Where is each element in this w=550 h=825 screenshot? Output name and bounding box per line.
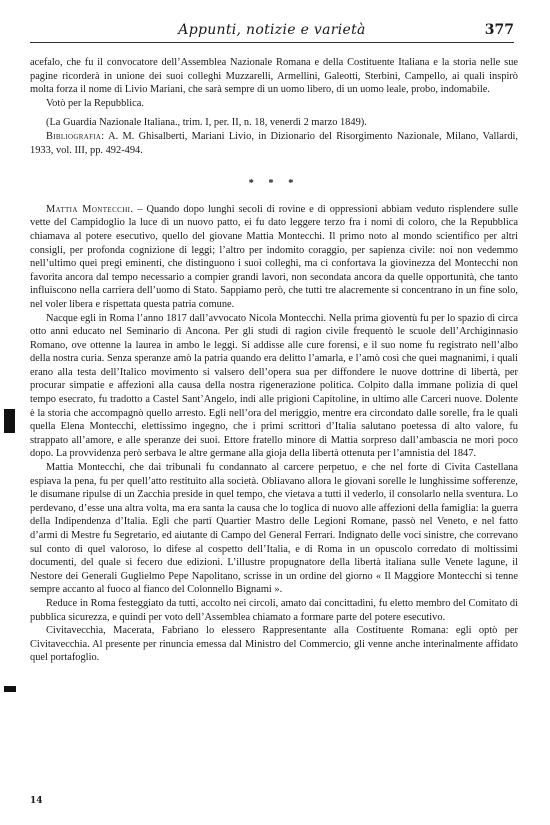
signature-number: 14 xyxy=(30,796,43,806)
citation-text: (La Guardia Nazionale Italiana., trim. I, per. II, n. 18, venerdì 2 marzo 1849). xyxy=(46,117,367,129)
page-number: 377 xyxy=(484,22,514,38)
paragraph-birth: Nacque egli in Roma l’anno 1817 dall’avvocato Nicola Montecchi. Nella prima gioventù fu per lo spazio di circa otto anni educato nel Seminario di Ancona. Per gli studi di ragion civile frequentò le scuole dell’Archiginnasio Romano, ove ottenne la laurea in ambo le leggi. Si addisse alle cure forensi, e il suo nome fu registrato nell’albo della nostra curia. Senza speranze amò la patria quando era delitto l’amarla, e l’amò così che quei magnanimi, i quali erano alla testa dell’Italico movimento si valsero dell’opera sua per diffondere le nuove dottrine di libertà, per procurar simpatie e affezioni alla causa della nostra rigenerazione politica. Colpito dalla immane polizia di quel tempo esecrato, fu tradotto a Castel Sant’Angelo, indi alle prigioni Capitoline, in ultimo alle Carceri nuove. Dolente è la storia che accompagnò quello arresto. Egli nell’ora del meriggio, mentre era circondato dalle sorelle, fra le quali quella Elena Montecchi, elettissimo ingegno, che i primi scrittori d’Italia salutano poetessa di alto valore, fu strappato all’amore, e alle speranze dei suoi. Ettore fratello minore di Mattia sorpreso dall’ambascia ne morì poco dopo. La provvidenza però serbava le altre germane alla gioja della libertà ottenuta per l’amnistia del 1847. xyxy=(30,312,518,460)
body-text xyxy=(30,56,518,665)
section-separator: * * * xyxy=(248,178,300,190)
source-citation xyxy=(30,116,518,130)
margin-pointer-mark xyxy=(4,686,16,692)
paragraph-mariani-end: acefalo, che fu il convocatore dell’Assemblea Nazionale Romana e della Costituente Italiana e la storia nelle sue pagine ricorderà in unione dei suoi colleghi Muzzarelli, Armellini, Galeotti, Sterbini, Campello, ai quali inspirò molta forza il nome di Livio Mariani, che sarà sempre di un uomo libero, di un uomo leale, probo, indomabile. xyxy=(30,57,518,96)
entry-heading: Mattia Montecchi. xyxy=(46,203,134,215)
paragraph-sentence: Mattia Montecchi, che dai tribunali fu condannato al carcere perpetuo, e che nel forte di Civita Castellana espiava la pena, fu per quell’atto restituito alla società. Obliavano allora le giovani sorelle le lunghissime sofferenze, le disumane ripulse di un Zacchia preside in quel tempo, che vietava a tutti il vederlo, il consolarlo nella sventura. Lo perdevano, d’esse una altra volta, ma era santa la causa che lo toglica di nuovo alle affezioni della famiglia: la guerra della Indipendenza d’Italia. Egli che partì Quartier Mastro delle Legioni Romane, passò nel Veneto, e nel fatto d’armi di Mestre fu Segretario, ed aiutante di Campo del General Ferrari. Indignato delle voci sinistre, che correvano sul conto di quel valoroso, lo difese al cospetto dell’Italia, e di Roma in un opuscolo corredato di moltissimi documenti, del quale si fecero due edizioni. L’illustre propugnatore della libertà italiana sulle Venete lagune, il Nestore dei Generali Guglielmo Pepe Napolitano, scrisse in un ordine del giorno « Il Maggiore Montecchi si tenne sempre accanto al fuoco al fianco del Colonnello Bignami ». xyxy=(30,462,518,596)
paragraph-civitavecchia: Civitavecchia, Macerata, Fabriano lo elessero Rappresentante alla Costituente Romana: egli optò per Civitavecchia. Al presente per rinuncia emessa dal Ministro del Commercio, gli venne anche interinalmente affidato quel portafoglio. xyxy=(30,625,518,664)
paragraph-vote: Votò per la Repubblica. xyxy=(46,97,144,109)
entry-intro-text: – Quando dopo lunghi secoli di rovine e di oppressioni abbiam veduto risplendere sulle vette del Campidoglio la luce di un nuovo patto, ei fu dato leggere terzo fra i nomi di coloro, che la Repubblica chiamava al potere esecutivo, quello del giovane Mattia Montecchi. Il primo noto al mondo scientifico per altri consigli, per profonda cognizione di leggi; l’altro per indomito coraggio, per sapienza civile: noi non vedemmo nell’ultimo quei pregi eminenti, che distinguono i suoi colleghi, ma ci confortava la giovinezza del Montecchi non favorita ancora dal tempo necessario a compier grandi lavori, non secondata ancora da quelle opportunità, che tanto influiscono nella carriera dell’uomo di Stato. Sappiamo però, che tutti tre alacremente si concentrano in un fine solo, nel voler libera e rispettata questa patria comune. xyxy=(30,203,519,310)
bibliography-text: A. M. Ghisalberti, Mariani Livio, in Dizionario del Risorgimento Nazionale, Milano, Vallardi, 1933, vol. III, pp. 492-494. xyxy=(30,130,519,156)
margin-bracket-mark xyxy=(4,409,15,433)
page-header xyxy=(30,22,514,43)
running-title: Appunti, notizie e varietà xyxy=(178,22,366,38)
bibliography-entry xyxy=(30,130,518,157)
bibliography-label: Bibliografia: xyxy=(46,130,105,142)
paragraph-montecchi-intro xyxy=(30,203,518,312)
paragraph-return: Reduce in Roma festeggiato da tutti, accolto nei circoli, amato dai concittadini, fu eletto membro del Comitato di pubblica sicurezza, e quindi per voto dell’Assemblea chiamato a formare parte del potere esecutivo. xyxy=(30,597,518,623)
